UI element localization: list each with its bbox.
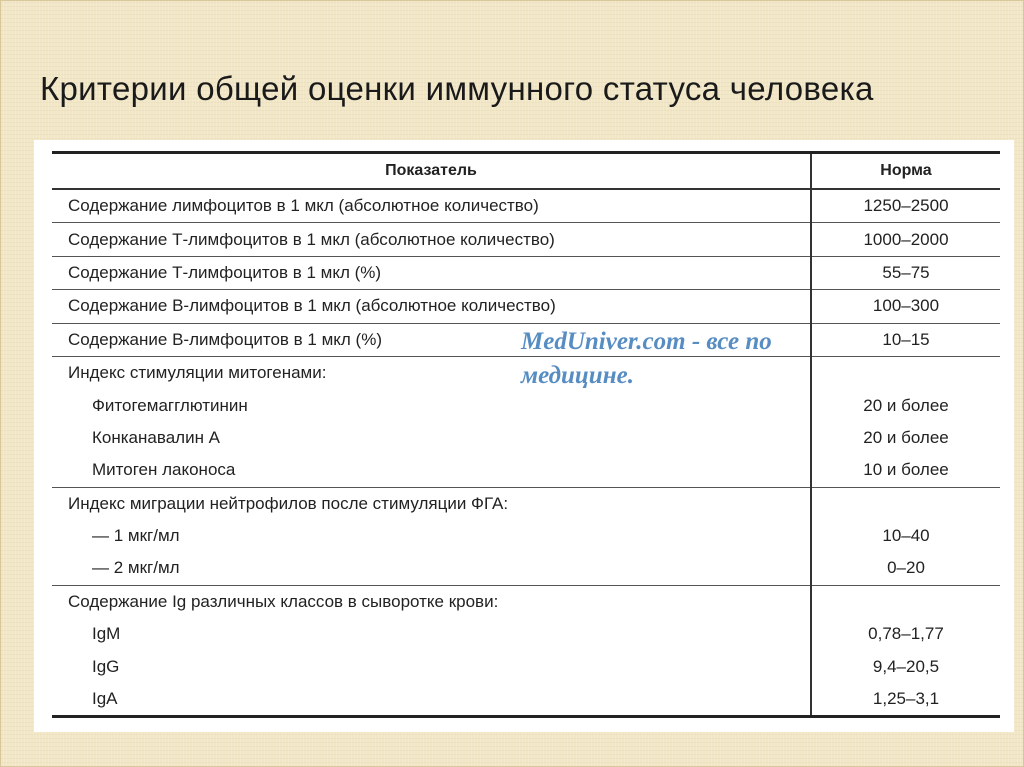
- norm-cell-empty: [811, 585, 1000, 618]
- header-norm: Норма: [811, 153, 1000, 190]
- norm-cell: 20 и более: [863, 395, 949, 415]
- norm-cell: 1000–2000: [811, 223, 1000, 256]
- table-row: [52, 223, 1000, 256]
- norm-cell-empty: [811, 487, 1000, 520]
- norm-cell-empty: [811, 356, 1000, 389]
- header-indicator: Показатель: [52, 153, 811, 190]
- indicator-cell: IgG: [52, 650, 811, 682]
- table-row: [52, 650, 1000, 682]
- table-header-row: [52, 153, 1000, 190]
- group-heading-row: [52, 356, 1000, 389]
- watermark-line-2: медицине.: [521, 362, 634, 389]
- indicator-cell: IgA: [52, 683, 811, 717]
- indicator-cell: Конканавалин А: [52, 422, 811, 454]
- norm-cell: 1,25–3,1: [811, 683, 1000, 717]
- table-row: [52, 618, 1000, 650]
- indicator-cell: Фитогемагглютинин: [52, 389, 811, 421]
- norm-cell: 0–20: [811, 552, 1000, 585]
- group-heading-row: [52, 487, 1000, 520]
- table-row: [52, 323, 1000, 356]
- indicator-cell: Содержание Т-лимфоцитов в 1 мкл (%): [52, 256, 811, 289]
- table-row: [52, 290, 1000, 323]
- criteria-table: [52, 151, 1000, 718]
- group-heading: Индекс стимуляции митогенами:: [52, 356, 811, 389]
- indicator-cell: Содержание В-лимфоцитов в 1 мкл (%): [52, 323, 811, 356]
- table-row: [52, 189, 1000, 223]
- norm-cell: 100–300: [811, 290, 1000, 323]
- norm-cell: 10–40: [882, 526, 930, 546]
- norm-cell: 0,78–1,77: [868, 624, 944, 644]
- group-heading: Индекс миграции нейтрофилов после стимуляции ФГА:: [52, 487, 811, 520]
- indicator-cell: IgM: [52, 618, 811, 650]
- group-heading: Содержание Ig различных классов в сыворотке крови:: [52, 585, 811, 618]
- indicator-cell: — 1 мкг/мл: [52, 520, 811, 552]
- slide-title: Критерии общей оценки иммунного статуса человека: [40, 70, 874, 107]
- table-card: [34, 140, 1014, 732]
- table-row: [52, 454, 1000, 487]
- norm-cell: 1250–2500: [811, 189, 1000, 223]
- table-row: [52, 520, 1000, 552]
- indicator-cell: Митоген лаконоса: [52, 454, 811, 487]
- norm-cell: 9,4–20,5: [872, 656, 940, 676]
- table-row: [52, 552, 1000, 585]
- norm-cell: 55–75: [811, 256, 1000, 289]
- watermark-line-1: MedUniver.com - все по: [521, 328, 772, 355]
- indicator-cell: Содержание В-лимфоцитов в 1 мкл (абсолютное количество): [52, 290, 811, 323]
- norm-cell: 10 и более: [811, 454, 1000, 487]
- norm-cell: 20 и более: [863, 427, 949, 447]
- table-row: [52, 389, 1000, 421]
- table-row: [52, 683, 1000, 717]
- norm-cell: 10–15: [811, 323, 1000, 356]
- table-row: [52, 422, 1000, 454]
- group-heading-row: [52, 585, 1000, 618]
- indicator-cell: — 2 мкг/мл: [52, 552, 811, 585]
- table-row: [52, 256, 1000, 289]
- indicator-cell: Содержание Т-лимфоцитов в 1 мкл (абсолютное количество): [52, 223, 811, 256]
- indicator-cell: Содержание лимфоцитов в 1 мкл (абсолютное количество): [52, 189, 811, 223]
